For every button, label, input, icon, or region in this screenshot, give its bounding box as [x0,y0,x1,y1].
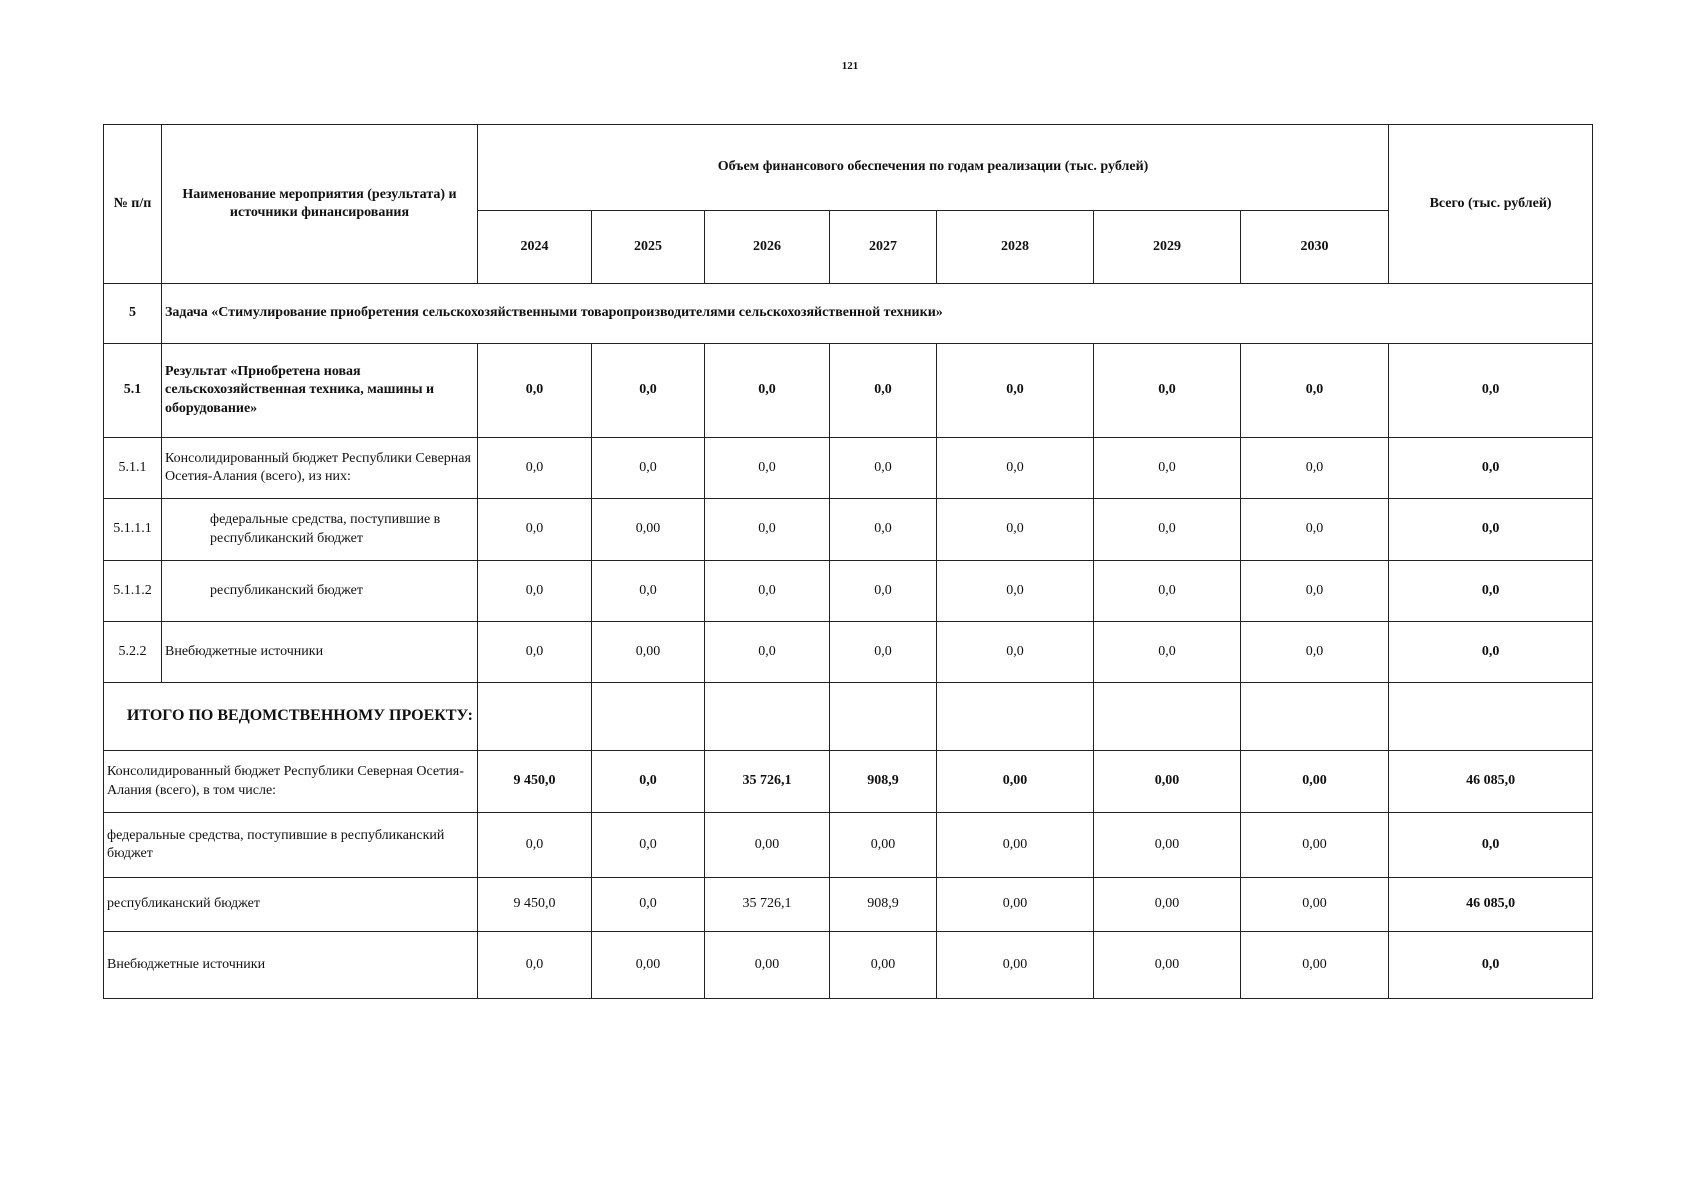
year-2024: 2024 [478,211,592,284]
total-row-name: федеральные средства, поступившие в республиканский бюджет [104,813,478,878]
cell-2030: 0,0 [1241,344,1389,438]
cell-2029: 0,00 [1094,751,1241,813]
row-num: 5.1 [104,344,162,438]
cell-total: 0,0 [1389,813,1593,878]
total-row [104,878,1593,932]
year-2027: 2027 [830,211,937,284]
cell-2028: 0,00 [937,751,1094,813]
cell-total: 46 085,0 [1389,751,1593,813]
total-row-name: Консолидированный бюджет Республики Северная Осетия-Алания (всего), в том числе: [104,751,478,813]
cell-2029: 0,00 [1094,813,1241,878]
cell-2030: 0,0 [1241,438,1389,499]
cell-2024: 9 450,0 [478,878,592,932]
cell-2029: 0,0 [1094,344,1241,438]
cell-2030: 0,0 [1241,499,1389,561]
cell-2028: 0,0 [937,561,1094,622]
cell-2024: 0,0 [478,344,592,438]
row-name: республиканский бюджет [162,561,478,622]
empty-cell [1094,683,1241,751]
total-row-name: Внебюджетные источники [104,932,478,999]
table-row [104,622,1593,683]
cell-2024: 0,0 [478,438,592,499]
cell-total: 46 085,0 [1389,878,1593,932]
cell-2025: 0,00 [592,622,705,683]
header-row [104,125,1593,211]
cell-2028: 0,0 [937,344,1094,438]
empty-cell [705,683,830,751]
cell-2030: 0,00 [1241,751,1389,813]
cell-total: 0,0 [1389,932,1593,999]
cell-2025: 0,0 [592,878,705,932]
row-num: 5.2.2 [104,622,162,683]
cell-2028: 0,00 [937,813,1094,878]
cell-2026: 0,00 [705,813,830,878]
cell-2027: 0,0 [830,499,937,561]
cell-2030: 0,0 [1241,561,1389,622]
empty-cell [592,683,705,751]
total-row [104,932,1593,999]
task-text: Задача «Стимулирование приобретения сельскохозяйственными товаропроизводителями сельскохозяйственной техники» [162,284,1593,344]
row-num: 5.1.1.1 [104,499,162,561]
cell-2029: 0,0 [1094,561,1241,622]
empty-cell [1389,683,1593,751]
cell-2029: 0,00 [1094,932,1241,999]
financing-table [103,124,1593,999]
cell-2029: 0,0 [1094,499,1241,561]
task-num: 5 [104,284,162,344]
cell-total: 0,0 [1389,622,1593,683]
header-num: № п/п [104,125,162,284]
cell-2027: 0,0 [830,344,937,438]
row-name: Внебюджетные источники [162,622,478,683]
cell-2024: 0,0 [478,622,592,683]
cell-2029: 0,0 [1094,438,1241,499]
total-title-row [104,683,1593,751]
cell-total: 0,0 [1389,499,1593,561]
year-2028: 2028 [937,211,1094,284]
cell-2030: 0,00 [1241,813,1389,878]
cell-2027: 908,9 [830,751,937,813]
header-volume: Объем финансового обеспечения по годам реализации (тыс. рублей) [478,125,1389,211]
cell-2029: 0,0 [1094,622,1241,683]
table-row [104,561,1593,622]
cell-2024: 0,0 [478,499,592,561]
cell-2025: 0,0 [592,561,705,622]
table-row [104,438,1593,499]
empty-cell [937,683,1094,751]
cell-2025: 0,00 [592,499,705,561]
year-2029: 2029 [1094,211,1241,284]
cell-2030: 0,00 [1241,932,1389,999]
cell-2028: 0,00 [937,932,1094,999]
row-num: 5.1.1.2 [104,561,162,622]
cell-2026: 0,0 [705,499,830,561]
cell-2024: 0,0 [478,932,592,999]
empty-cell [830,683,937,751]
cell-2025: 0,0 [592,751,705,813]
row-name: Результат «Приобретена новая сельскохозяйственная техника, машины и оборудование» [162,344,478,438]
cell-total: 0,0 [1389,344,1593,438]
cell-2028: 0,0 [937,622,1094,683]
row-name: федеральные средства, поступившие в республиканский бюджет [162,499,478,561]
cell-2024: 0,0 [478,813,592,878]
cell-2027: 0,0 [830,438,937,499]
year-2025: 2025 [592,211,705,284]
cell-2026: 0,00 [705,932,830,999]
year-2026: 2026 [705,211,830,284]
row-num: 5.1.1 [104,438,162,499]
cell-2024: 0,0 [478,561,592,622]
cell-2028: 0,0 [937,499,1094,561]
task-row [104,284,1593,344]
cell-2024: 9 450,0 [478,751,592,813]
header-total: Всего (тыс. рублей) [1389,125,1593,284]
cell-total: 0,0 [1389,561,1593,622]
table-row [104,499,1593,561]
cell-2030: 0,00 [1241,878,1389,932]
cell-2027: 0,0 [830,561,937,622]
cell-2025: 0,0 [592,438,705,499]
cell-2025: 0,00 [592,932,705,999]
header-name: Наименование мероприятия (результата) и источники финансирования [162,125,478,284]
cell-2025: 0,0 [592,813,705,878]
total-title: ИТОГО ПО ВЕДОМСТВЕННОМУ ПРОЕКТУ: [104,683,478,751]
cell-2025: 0,0 [592,344,705,438]
cell-total: 0,0 [1389,438,1593,499]
cell-2028: 0,00 [937,878,1094,932]
empty-cell [1241,683,1389,751]
year-2030: 2030 [1241,211,1389,284]
cell-2028: 0,0 [937,438,1094,499]
cell-2027: 0,00 [830,932,937,999]
cell-2030: 0,0 [1241,622,1389,683]
cell-2026: 0,0 [705,561,830,622]
cell-2026: 35 726,1 [705,751,830,813]
cell-2027: 908,9 [830,878,937,932]
total-row [104,751,1593,813]
cell-2026: 35 726,1 [705,878,830,932]
cell-2027: 0,0 [830,622,937,683]
row-name: Консолидированный бюджет Республики Северная Осетия-Алания (всего), из них: [162,438,478,499]
cell-2029: 0,00 [1094,878,1241,932]
table-row [104,344,1593,438]
cell-2026: 0,0 [705,622,830,683]
total-row-name: республиканский бюджет [104,878,478,932]
cell-2026: 0,0 [705,344,830,438]
total-row [104,813,1593,878]
page-number: 121 [841,60,859,72]
cell-2026: 0,0 [705,438,830,499]
empty-cell [478,683,592,751]
cell-2027: 0,00 [830,813,937,878]
